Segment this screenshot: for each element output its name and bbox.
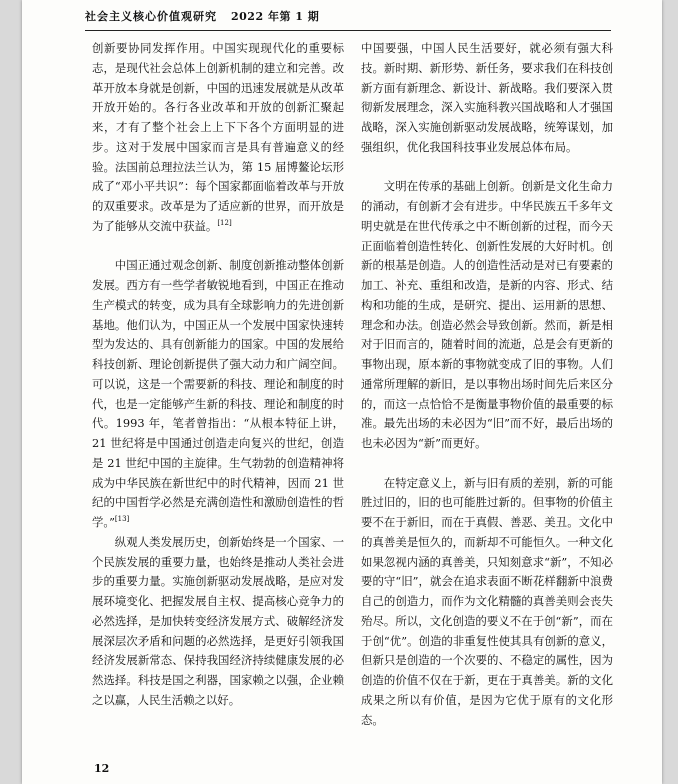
- page-number: 12: [94, 762, 110, 775]
- issue-label: 2022 年第 1 期: [231, 10, 320, 23]
- left-column: [92, 39, 344, 711]
- paragraph-continued: 中国要强，中国人民生活要好，就必须有强大科技。新时期、新形势、新任务，要求我们在科技创新方面有新理念、新设计、新战略。我们要深入贯彻新发展理念，深入实施科教兴国战略和人才强国战略，深入实施创新驱动发展战略，统筹谋划，加强组织，优化我国科技事业发展总体布局。: [361, 41, 613, 154]
- paragraph: 纵观人类发展历史，创新始终是一个国家、一个民族发展的重要力量，也始终是推动人类社会进步的重要力量。实施创新驱动发展战略，是应对发展环境变化、把握发展自主权、提高核心竞争力的必然选择，是加快转变经济发展方式、破解经济发展深层次矛盾和问题的必然选择，是更好引领我国经济发展新常态、保持我国经济持续健康发展的必然选择。科技是国之利器，国家赖之以强，企业赖之以赢，人民生活赖之以好。: [92, 534, 344, 707]
- paragraph: [92, 256, 344, 533]
- paragraph-gap: [361, 454, 613, 474]
- paragraph-gap: [361, 158, 613, 178]
- journal-page: [22, 0, 662, 784]
- running-header: [85, 8, 611, 31]
- citation-ref: [13]: [114, 515, 130, 524]
- right-column: [361, 39, 613, 730]
- paragraph: 文明在传承的基础上创新。创新是文化生命力的涌动，有创新才会有进步。中华民族五千多年文明史就是在世代传承之中不断创新的过程，而今天正面临着创造性转化、创新性发展的大好时机。创新的根基是创造。人的创造性活动是对已有要素的加工、补充、重组和改造，是新的内容、形式、结构和功能的生成，是研究、提出、运用新的思想、理念和办法。创造必然会导致创新。然而，新是相对于旧而言的，随着时间的流逝，总是会有更新的事物出现，原本新的事物就变成了旧的事物。人们通常所理解的新旧，是以事物出场时间先后来区分的，而这一点恰恰不是衡量事物价值的最重要的标准。最先出场的未必因为“旧”而不好，最后出场的也未必因为“新”而更好。: [361, 179, 613, 450]
- paragraph-text: 中国正通过观念创新、制度创新推动整体创新发展。西方有一些学者敏锐地看到，中国正在推动生产模式的转变，成为具有全球影响力的先进创新基地。他们认为，中国正从一个发展中国家快速转型为发达的、具有创新能力的国家。中国的发展给科技创新、理论创新提供了强大动力和广阔空间。可以说，这是一个需要新的科技、理论和制度的时代，也是一定能够产生新的科技、理论和制度的时代。1993 年，笔者曾指出：“从根本特征上讲，21 世纪将是中国通过创造走向复兴的世纪，创造是 21 世纪中国的主旋律。生气勃勃的创造精神将成为中华民族在新世纪中的时代精神，因而 21 世纪的中国哲学必然是充满创造性和激励创造性的哲学。”: [92, 258, 344, 529]
- paragraph-text: 创新要协同发挥作用。中国实现现代化的重要标志，是现代社会总体上创新机制的建立和完善。改革开放本身就是创新，中国的迅速发展就是从改革开放开始的。各行各业改革和开放的创新汇聚起来，才有了整个社会上上下下各个方面明显的进步。这对于发展中国家而言是具有普遍意义的经验。法国前总理拉法兰认为，第 15 届博鳌论坛形成了“邓小平共识”：每个国家都面临着改革与开放的双重要求。改革是为了适应新的世界，而开放是为了能够从交流中获益。: [92, 41, 344, 233]
- paragraph-continued: [92, 39, 344, 237]
- paragraph: 在特定意义上，新与旧有质的差别，新的可能胜过旧的，旧的也可能胜过新的。但事物的价值主要不在于新旧，而在于真假、善恶、美丑。文化中的真善美是恒久的，而新却不可能恒久。一种文化如果忽视内涵的真善美，只知刻意求“新”，不知必要的守“旧”，就会在追求表面不断花样翻新中浪费自己的创造力，而作为文化精髓的真善美则会丧失殆尽。所以，文化创造的要义不在于创“新”，而在于创“优”。创造的非重复性使其具有创新的意义，但新只是创造的一个次要的、不稳定的属性，因为创造的价值不仅在于新，更在于真善美。新的文化成果之所以有价值，是因为它优于原有的文化形态。: [361, 475, 613, 727]
- citation-ref: [12]: [217, 218, 232, 227]
- paragraph-gap: [92, 237, 344, 257]
- journal-title: 社会主义核心价值观研究: [85, 10, 217, 23]
